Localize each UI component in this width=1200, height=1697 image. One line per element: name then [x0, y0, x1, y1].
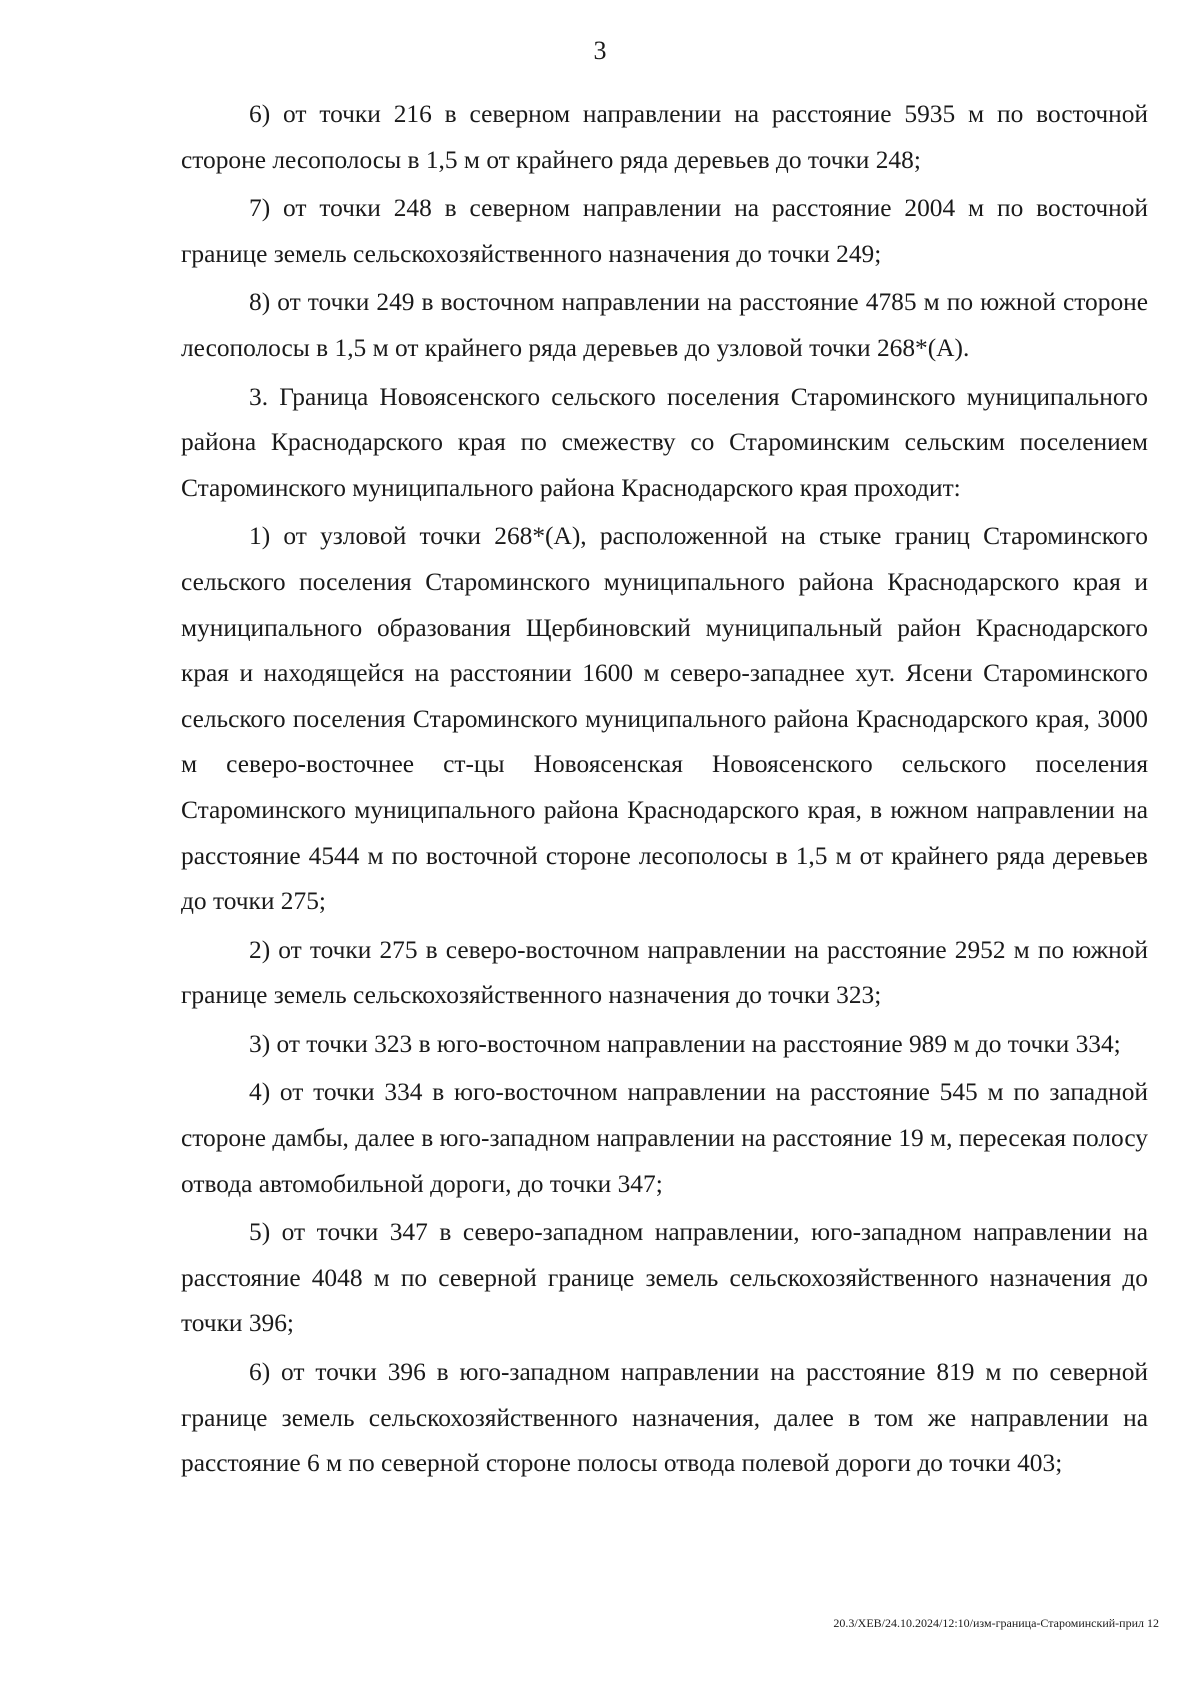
document-body — [181, 92, 1148, 1490]
page-number: 3 — [593, 36, 607, 65]
paragraph-item-8-point-249: 8) от точки 249 в восточном направлении на расстояние 4785 м по южной стороне лесополосы в 1,5 м от крайнего ряда деревьев до узловой точки 268*(А). — [181, 288, 1148, 362]
paragraph-item-2-point-275: 2) от точки 275 в северо-восточном направлении на расстояние 2952 м по южной границе земель сельскохозяйственного назначения до точки 323; — [181, 935, 1148, 1010]
paragraph-item-3-point-323: 3) от точки 323 в юго-восточном направлении на расстояние 989 м до точки 334; — [249, 1029, 1121, 1058]
paragraph-item-6-point-396: 6) от точки 396 в юго-западном направлении на расстояние 819 м по северной границе земель сельскохозяйственного назначения, далее в том же направлении на расстояние 6 м по северной стороне полосы отвода полевой дороги до точки 403; — [181, 1358, 1148, 1478]
footer-document-reference: 20.3/ХЕВ/24.10.2024/12:10/изм-граница-Староминский-прил 12 — [833, 1616, 1159, 1630]
paragraph-item-7-point-248: 7) от точки 248 в северном направлении на расстояние 2004 м по восточной границе земель сельскохозяйственного назначения до точки 249; — [181, 194, 1148, 268]
paragraph-item-6-point-216: 6) от точки 216 в северном направлении на расстояние 5935 м по восточной стороне лесополосы в 1,5 м от крайнего ряда деревьев до точки 248; — [181, 100, 1148, 174]
paragraph-item-5-point-347: 5) от точки 347 в северо-западном направлении, юго-западном направлении на расстояние 4048 м по северной границе земель сельскохозяйственного назначения до точки 396; — [181, 1218, 1148, 1338]
paragraph-item-4-point-334: 4) от точки 334 в юго-восточном направлении на расстояние 545 м по западной стороне дамбы, далее в юго-западном направлении на расстояние 19 м, пересекая полосу отвода автомобильной дороги, до точки 347; — [181, 1078, 1148, 1198]
paragraph-section-3-intro: 3. Граница Новоясенского сельского поселения Староминского муниципального района Краснодарского края по смежеству со Староминским сельским поселением Староминского муниципального района Краснодарского края проходит: — [181, 382, 1148, 502]
paragraph-item-1-point-268: 1) от узловой точки 268*(А), расположенной на стыке границ Староминского сельского поселения Староминского муниципального района Краснодарского края и муниципального образования Щербиновский муниципальный район Краснодарского края и находящейся на расстоянии 1600 м северо-западнее хут. Ясени Староминского сельского поселения Староминского муниципального района Краснодарского края, 3000 м северо-восточнее ст-цы Новоясенская Новоясенского сельского поселения Староминского муниципального района Краснодарского края, в южном направлении на расстояние 4544 м по восточной стороне лесополосы в 1,5 м от крайнего ряда деревьев до точки 275; — [181, 522, 1148, 916]
